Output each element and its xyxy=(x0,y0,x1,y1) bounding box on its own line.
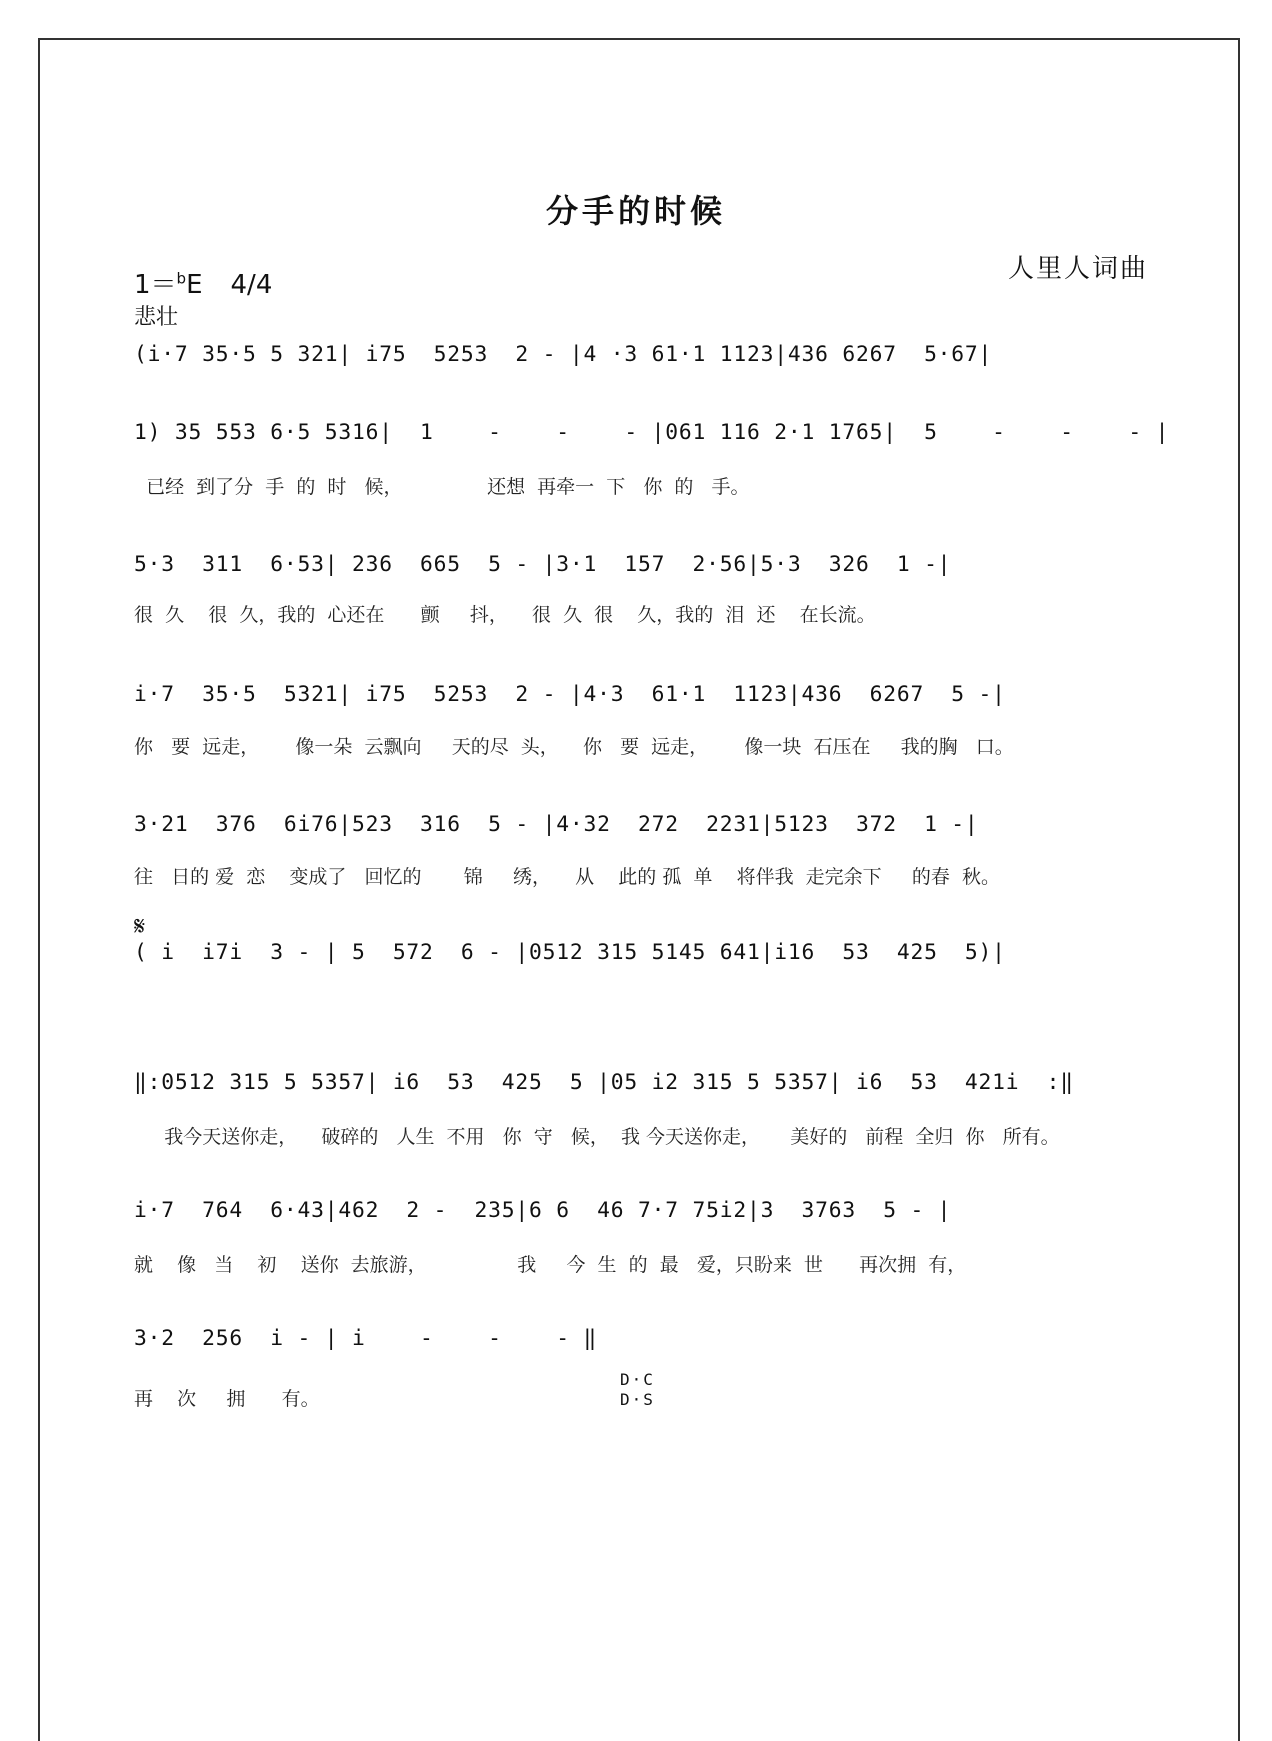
da-capo-label: D·C xyxy=(620,1370,655,1389)
time-signature: 4/4 xyxy=(230,270,273,300)
dal-segno-label: D·S xyxy=(620,1390,655,1409)
notation-line-1: (i·7 35·5 5 321| i75 5253 2 - |4 ·3 61·1 1123|436 6267 5·67| xyxy=(134,342,993,367)
lyric-line-8: 就 像 当 初 送你 去旅游， 我 今 生 的 最 爱，只盼来 世 再次拥 有， xyxy=(134,1254,967,1276)
notation-line-4: i·7 35·5 5321| i75 5253 2 - |4·3 61·1 1123|436 6267 5 -| xyxy=(134,682,1006,707)
flat-sign: b xyxy=(176,269,187,288)
da-capo-dal-segno xyxy=(620,1370,655,1410)
lyric-line-4: 你 要 远走， 像一朵 云飘向 天的尽 头， 你 要 远走， 像一块 石压在 我的胸 口。 xyxy=(134,736,1014,758)
lyric-line-9: 再 次 拥 有。 xyxy=(134,1388,320,1410)
key-signature xyxy=(134,264,272,301)
key-note: E xyxy=(186,270,203,300)
segno-icon: 𝄋 xyxy=(134,912,146,942)
song-title: 分手的时候 xyxy=(545,192,726,230)
lyric-line-2: 已经 到了分 手 的 时 候， 还想 再牵一 下 你 的 手。 xyxy=(134,476,750,498)
key-prefix: 1＝ xyxy=(134,270,177,300)
notation-line-5: 3·21 376 6i76|523 316 5 - |4·32 272 2231|5123 372 1 -| xyxy=(134,812,979,837)
notation-line-9: 3·2 256 i - | i - - - ‖ xyxy=(134,1326,598,1351)
notation-line-2: 1) 35 553 6·5 5316| 1 - - - |061 116 2·1 1765| 5 - - - | xyxy=(134,420,1170,445)
lyric-line-5: 往 日的 爱 恋 变成了 回忆的 锦 绣， 从 此的 孤 单 将伴我 走完余下 的春 秋。 xyxy=(134,866,1000,888)
notation-line-8: i·7 764 6·43|462 2 - 235|6 6 46 7·7 75i2|3 3763 5 - | xyxy=(134,1198,952,1223)
notation-line-3: 5·3 311 6·53| 236 665 5 - |3·1 157 2·56|5·3 326 1 -| xyxy=(134,552,952,577)
tempo-marking: 悲壮 xyxy=(134,305,179,330)
composer-credit: 人里人词曲 xyxy=(1008,254,1149,284)
notation-line-6: ( i i7i 3 - | 5 572 6 - |0512 315 5145 641|i16 53 425 5)| xyxy=(134,940,1006,965)
lyric-line-7: 我今天送你走， 破碎的 人生 不用 你 守 候， 我 今天送你走， 美好的 前程 全归 你 所有。 xyxy=(134,1126,1060,1148)
notation-line-7: ‖:0512 315 5 5357| i6 53 425 5 |05 i2 315 5 5357| i6 53 421i :‖ xyxy=(134,1070,1074,1095)
lyric-line-3: 很 久 很 久，我的 心还在 颤 抖， 很 久 很 久，我的 泪 还 在长流。 xyxy=(134,604,876,626)
